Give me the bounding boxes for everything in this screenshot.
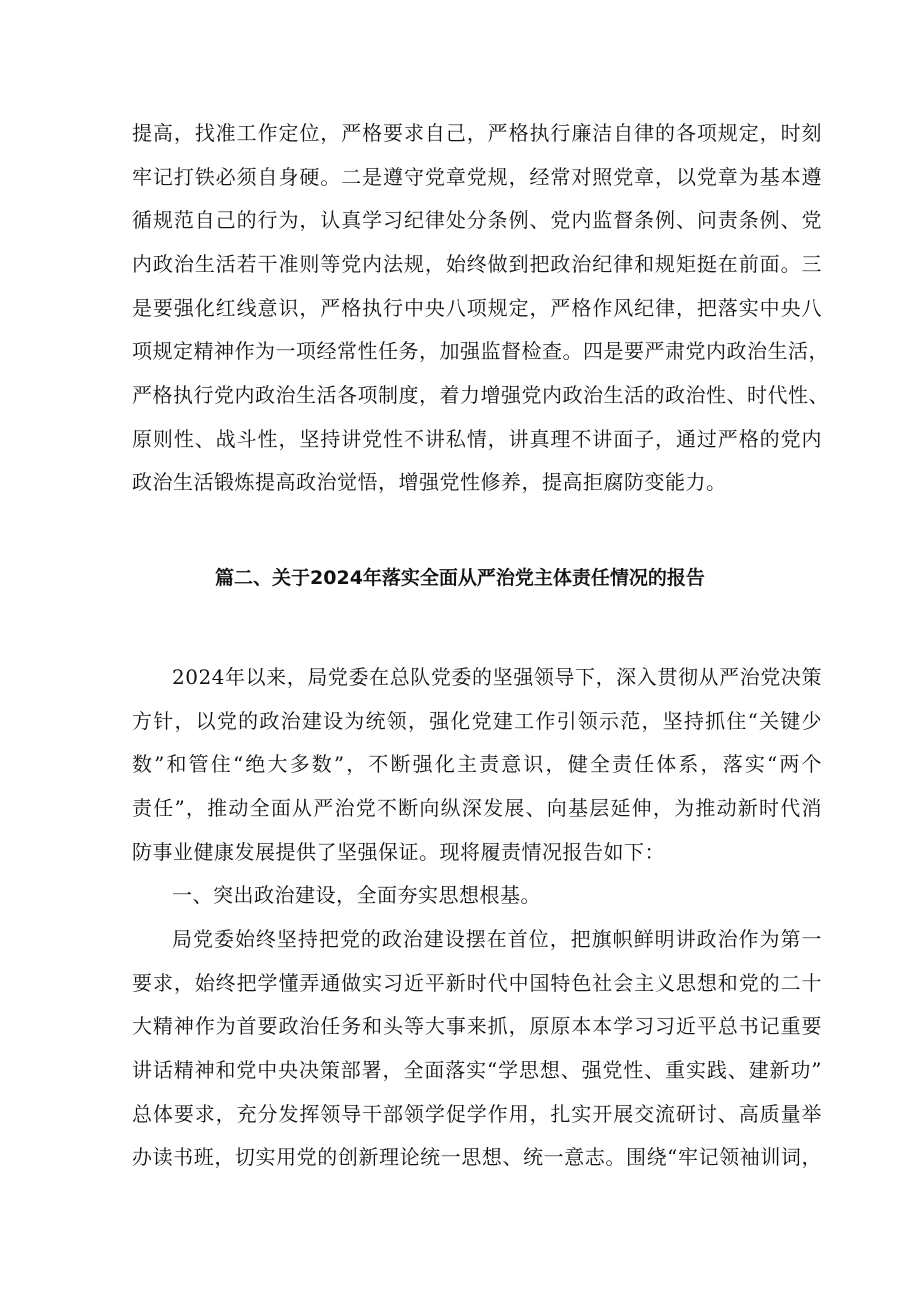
report-heading: 篇二、关于2024年落实全面从严治党主体责任情况的报告 <box>215 567 705 589</box>
section-subheading: 一、突出政治建设，全面夯实思想根基。 <box>172 883 541 907</box>
paragraph-line: 数”和管住“绝大多数”，不断强化主责意识，健全责任体系，落实“两个 <box>132 752 822 776</box>
paragraph-line: 内政治生活若干准则等党内法规，始终做到把政治纪律和规矩挺在前面。三 <box>132 252 822 276</box>
paragraph-line: 严格执行党内政治生活各项制度，着力增强党内政治生活的政治性、时代性、 <box>132 383 829 407</box>
paragraph-line: 办读书班，切实用党的创新理论统一思想、统一意志。围绕“牢记领袖训词， <box>132 1145 822 1169</box>
paragraph-line: 讲话精神和党中央决策部署，全面落实“学思想、强党性、重实践、建新功” <box>132 1058 822 1082</box>
paragraph-line: 大精神作为首要政治任务和头等大事来抓，原原本本学习习近平总书记重要 <box>132 1014 822 1038</box>
paragraph-line: 政治生活锻炼提高政治觉悟，增强党性修养，提高拒腐防变能力。 <box>132 470 727 494</box>
paragraph-line: 提高，找准工作定位，严格要求自己，严格执行廉洁自律的各项规定，时刻 <box>132 121 822 145</box>
paragraph-line: 原则性、战斗性，坚持讲党性不讲私情，讲真理不讲面子，通过严格的党内 <box>132 427 822 451</box>
paragraph-line: 要求，始终把学懂弄通做实习近平新时代中国特色社会主义思想和党的二十 <box>132 971 822 995</box>
paragraph-line: 是要强化红线意识，严格执行中央八项规定，严格作风纪律，把落实中央八 <box>132 296 822 320</box>
paragraph-line: 责任”，推动全面从严治党不断向纵深发展、向基层延伸，为推动新时代消 <box>132 796 822 820</box>
paragraph-line: 防事业健康发展提供了坚强保证。现将履责情况报告如下： <box>132 840 665 864</box>
paragraph-line: 项规定精神作为一项经常性任务，加强监督检查。四是要严肃党内政治生活， <box>132 339 829 363</box>
paragraph-line: 2024年以来，局党委在总队党委的坚强领导下，深入贯彻从严治党决策 <box>172 665 822 689</box>
paragraph-line: 方针，以党的政治建设为统领，强化党建工作引领示范，坚持抓住“关键少 <box>132 709 822 733</box>
paragraph-line: 局党委始终坚持把党的政治建设摆在首位，把旗帜鲜明讲政治作为第一 <box>172 927 822 951</box>
paragraph-line: 牢记打铁必须自身硬。二是遵守党章党规，经常对照党章，以党章为基本遵 <box>132 165 822 189</box>
paragraph-line: 总体要求，充分发挥领导干部领学促学作用，扎实开展交流研讨、高质量举 <box>132 1102 822 1126</box>
paragraph-line: 循规范自己的行为，认真学习纪律处分条例、党内监督条例、问责条例、党 <box>132 208 822 232</box>
